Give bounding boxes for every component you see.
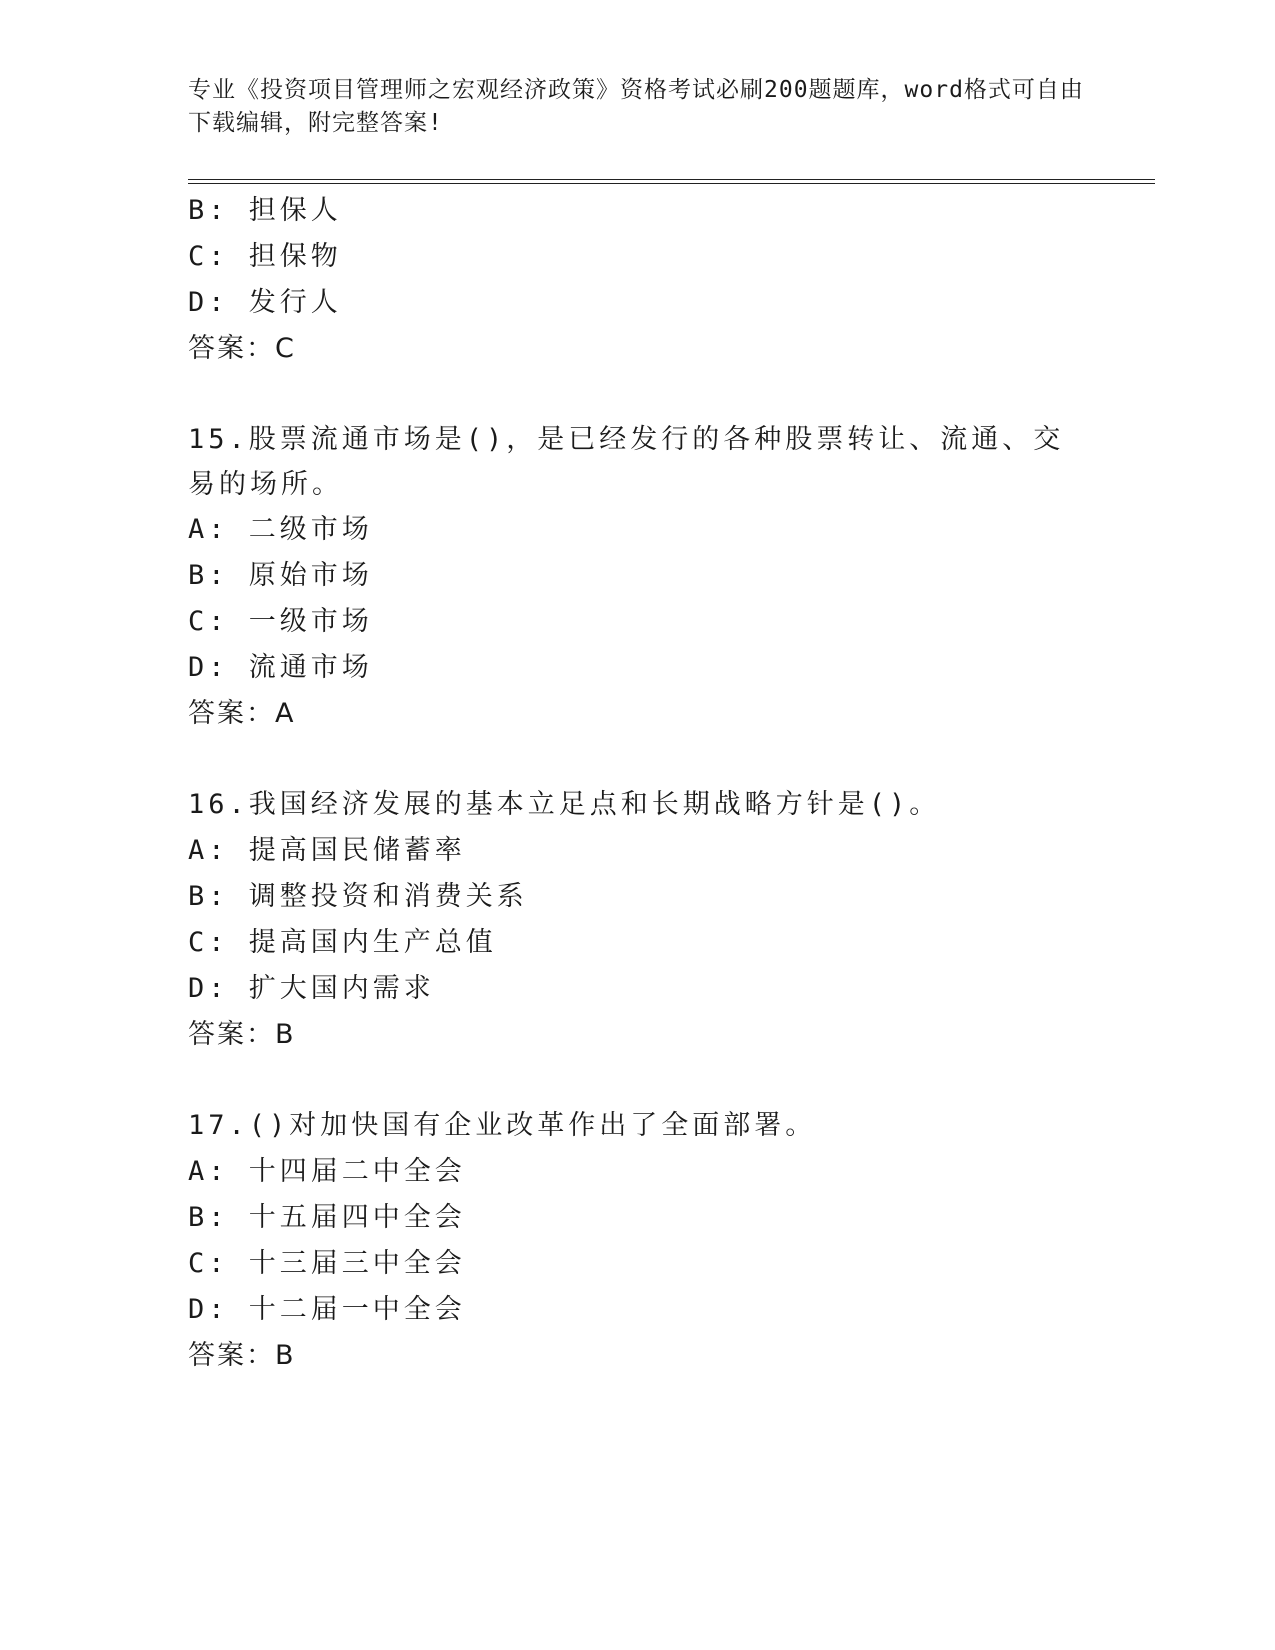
document-header: [188, 74, 1088, 140]
option-c: C: 提高国内生产总值: [188, 927, 497, 958]
option-b: B: 原始市场: [188, 560, 373, 591]
option-d: D: 扩大国内需求: [188, 973, 435, 1004]
option-c: C: 一级市场: [188, 606, 373, 637]
header-rule-bottom: [188, 183, 1155, 184]
answer-line: 答案：B: [188, 1340, 296, 1371]
question-text: 16.我国经济发展的基本立足点和长期战略方针是()。: [188, 789, 941, 820]
question-block-15: [188, 417, 1088, 737]
answer-line: 答案：C: [188, 333, 296, 364]
answer-line: 答案：A: [188, 698, 296, 729]
question-text: 15.股票流通市场是()，是已经发行的各种股票转让、流通、交易的场所。: [188, 424, 1065, 500]
option-d: D: 流通市场: [188, 652, 373, 683]
option-b: B: 十五届四中全会: [188, 1202, 466, 1233]
question-block-14: [188, 188, 1088, 372]
option-b: B: 调整投资和消费关系: [188, 881, 528, 912]
question-spacer: [188, 737, 1088, 782]
option-a: A: 二级市场: [188, 514, 373, 545]
question-spacer: [188, 372, 1088, 417]
option-c: C: 十三届三中全会: [188, 1248, 466, 1279]
option-a: A: 十四届二中全会: [188, 1156, 466, 1187]
header-title: 专业《投资项目管理师之宏观经济政策》资格考试必刷200题题库，word格式可自由下载编辑，附完整答案!: [188, 77, 1084, 136]
answer-line: 答案：B: [188, 1019, 296, 1050]
option-d: D: 十二届一中全会: [188, 1294, 466, 1325]
option-b: B: 担保人: [188, 195, 342, 226]
header-rule-top: [188, 179, 1155, 180]
question-spacer: [188, 1058, 1088, 1103]
question-text: 17.()对加快国有企业改革作出了全面部署。: [188, 1110, 817, 1141]
option-d: D: 发行人: [188, 287, 342, 318]
option-c: C: 担保物: [188, 241, 342, 272]
question-block-16: [188, 782, 1088, 1058]
question-list: [188, 188, 1088, 1379]
question-block-17: [188, 1103, 1088, 1379]
option-a: A: 提高国民储蓄率: [188, 835, 466, 866]
